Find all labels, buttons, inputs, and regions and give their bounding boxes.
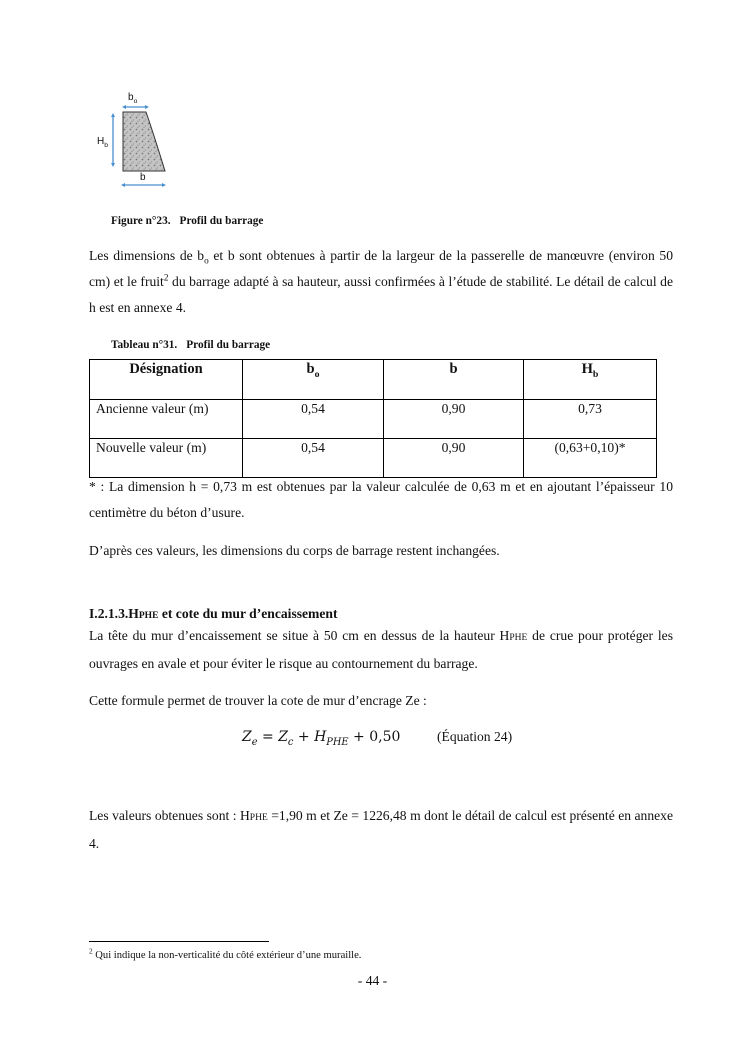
table-cell: 0,90 [384, 439, 524, 478]
table-row [90, 400, 657, 439]
dam-profile-figure [93, 92, 173, 192]
paragraph-wall-head: La tête du mur d’encaissement se situe à 50 cm en dessus de la hauteur HPHE de crue pour protéger les ouvrages en avale et pour éviter le risque au contournement du barrage. [89, 628, 674, 671]
bo-label: $b_o$ [128, 92, 138, 105]
table-note: * : La dimension h = 0,73 m est obtenues par la valeur calculée de 0,63 m et en ajoutant l’épaisseur 10 centimètre du béton d’usure. [89, 479, 673, 520]
dam-profile-table [89, 359, 657, 478]
table-header-row [90, 360, 657, 400]
paragraph-results: Les valeurs obtenues sont : HPHE =1,90 m et Ze = 1226,48 m dont le détail de calcul est présenté en annexe 4. [89, 808, 673, 851]
table-cell: 0,54 [243, 439, 384, 478]
table-cell: 0,90 [384, 400, 524, 439]
table-cell: 0,54 [243, 400, 384, 439]
header-hb: $H_b$ [524, 360, 657, 400]
section-heading: I.2.1.3.HPHE et cote du mur d’encaissement [89, 606, 338, 621]
table-cell: Nouvelle valeur (m) [90, 439, 243, 478]
equation-reference: (Équation 24) [437, 729, 513, 744]
table-cell: (0,63+0,10)* [524, 439, 657, 478]
footnote-divider [89, 941, 269, 942]
table-cell: Ancienne valeur (m) [90, 400, 243, 439]
header-bo: $b_o$ [243, 360, 384, 400]
header-b: b [384, 360, 524, 400]
header-designation: Désignation [90, 360, 243, 400]
table-caption: Tableau n°31. Profil du barrage [111, 339, 271, 351]
b-label: b [140, 172, 146, 183]
paragraph-dimensions: Les dimensions de $b_o$ et b sont obtenues à partir de la largeur de la passerelle de manœuvre (environ 50 cm) et le fruit$^2$ du barrage adapté à sa hauteur, aussi confirmées à l’étude de stabilité. Le détail de calcul de h est en annexe 4. [89, 248, 673, 315]
table-row [90, 439, 657, 478]
footnote-ref: 2 [163, 272, 169, 283]
paragraph-formula-intro: Cette formule permet de trouver la cote de mur d’encrage Ze : [89, 693, 427, 708]
hb-label: $H_b$ [97, 136, 109, 149]
figure-caption: Figure n°23. Profil du barrage [111, 215, 264, 227]
paragraph-conclusion: D’après ces valeurs, les dimensions du corps de barrage restent inchangées. [89, 543, 500, 558]
equation: $Z_e = Z_c + H_{PHE} + 0,50$ [242, 729, 401, 748]
page-number: - 44 - [357, 973, 388, 988]
dam-cross-section [123, 112, 165, 171]
table-cell: 0,73 [524, 400, 657, 439]
footnote: $^2$ Qui indique la non-verticalité du côté extérieur d’une muraille. [89, 947, 362, 961]
